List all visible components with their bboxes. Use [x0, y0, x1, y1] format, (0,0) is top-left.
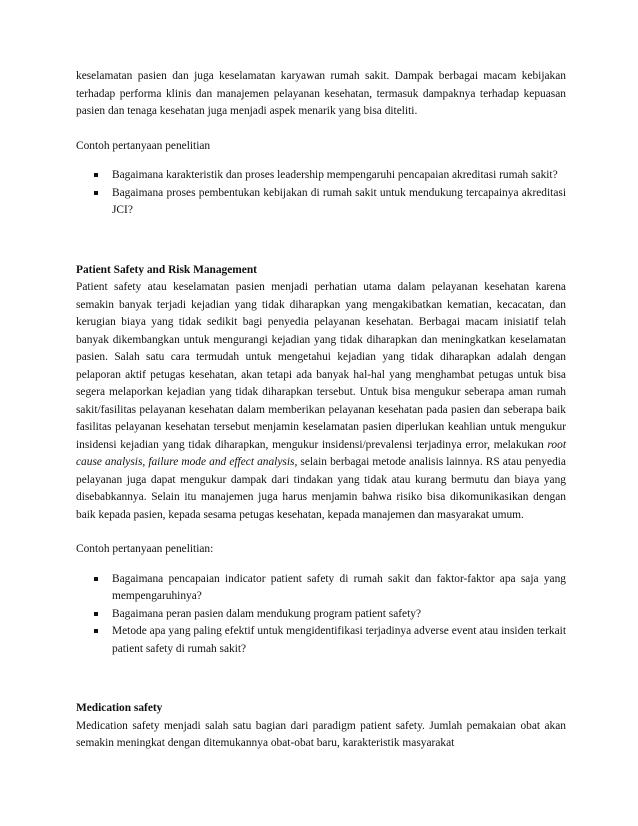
patient-safety-paragraph: Patient safety atau keselamatan pasien menjadi perhatian utama dalam pelayanan kesehatan karena semakin banyak terjadi kejadian yang tidak diharapkan yang mengakibatkan kematian, kecacatan, dan kerugian biaya yang tidak sedikit bagi penyedia pelayanan kesehatan. Berbagai macam inisiatif telah banyak dikembangkan untuk mengurangi kejadian yang tidak diharapkan dan meningkatkan keselamatan pasien. Salah satu cara termudah untuk mengetahui kejadian yang tidak diharapkan adalah dengan pelaporan aktif petugas kesehatan, akan tetapi ada banyak hal-hal yang menghambat petugas untuk bisa segera melaporkan kejadian yang tidak diharapkan tersebut. Untuk bisa mengukur seberapa aman rumah sakit/fasilitas pelayanan kesehatan dalam memberikan pelayanan kesehatan pada pasien dan seberapa baik fasilitas pelayanan kesehatan tersebut menjamin keselamatan pasien diperlukan keahlian untuk mengukur insidensi kejadian yang tidak diharapkan, mengukur insidensi/prevalensi terjadinya error, melakukan root cause analysis, failure mode and effect analysis, selain berbagai metode analisis lainnya. RS atau penyedia pelayanan juga dapat mengukur dampak dari tindakan yang tidak atau kurang bermutu dan biaya yang disebabkannya. Selain itu manajemen juga harus menjamin bahwa risiko bisa dikomunikasikan dengan baik kepada pasien, kepada sesama petugas kesehatan, kepada manajemen dan masyarakat umum.	[76, 281, 566, 521]
intro-paragraph: keselamatan pasien dan juga keselamatan karyawan rumah sakit. Dampak berbagai macam kebijakan terhadap performa klinis dan manajemen pelayanan kesehatan, termasuk dampaknya terhadap kepuasan pasien dan tenaga kesehatan juga menjadi aspek menarik yang bisa diteliti.	[76, 70, 566, 117]
list-item: Bagaimana peran pasien dalam mendukung program patient safety?	[76, 606, 566, 624]
bullet-icon	[94, 629, 98, 633]
list-item: Bagaimana proses pembentukan kebijakan di rumah sakit untuk mendukung tercapainya akreditasi JCI?	[76, 185, 566, 220]
list-item: Bagaimana pencapaian indicator patient safety di rumah sakit dan faktor-faktor apa saja yang mempengaruhinya?	[76, 571, 566, 606]
italic-methods: root cause analysis, failure mode and effect analysis,	[76, 438, 566, 468]
bullet-icon	[94, 191, 98, 195]
bullet-icon	[94, 173, 98, 177]
section-heading-patient-safety: Patient Safety and Risk Management	[76, 263, 257, 276]
document-page	[76, 68, 566, 753]
list-item: Metode apa yang paling efektif untuk mengidentifikasi terjadinya adverse event atau insiden terkait patient safety di rumah sakit?	[76, 623, 566, 658]
medication-safety-paragraph: Medication safety menjadi salah satu bagian dari paradigm patient safety. Jumlah pemakaian obat akan semakin meningkat dengan ditemukannya obat-obat baru, karakteristik masyarakat	[76, 719, 566, 749]
question-list-2	[76, 571, 566, 659]
section-heading-medication-safety: Medication safety	[76, 702, 163, 714]
questions-label-1: Contoh pertanyaan penelitian	[76, 139, 211, 152]
bullet-icon	[94, 577, 98, 581]
questions-label-2: Contoh pertanyaan penelitian:	[76, 543, 214, 555]
bullet-icon	[94, 612, 98, 616]
question-list-1	[76, 167, 566, 220]
list-item: Bagaimana karakteristik dan proses leadership mempengaruhi pencapaian akreditasi rumah sakit?	[76, 167, 566, 185]
